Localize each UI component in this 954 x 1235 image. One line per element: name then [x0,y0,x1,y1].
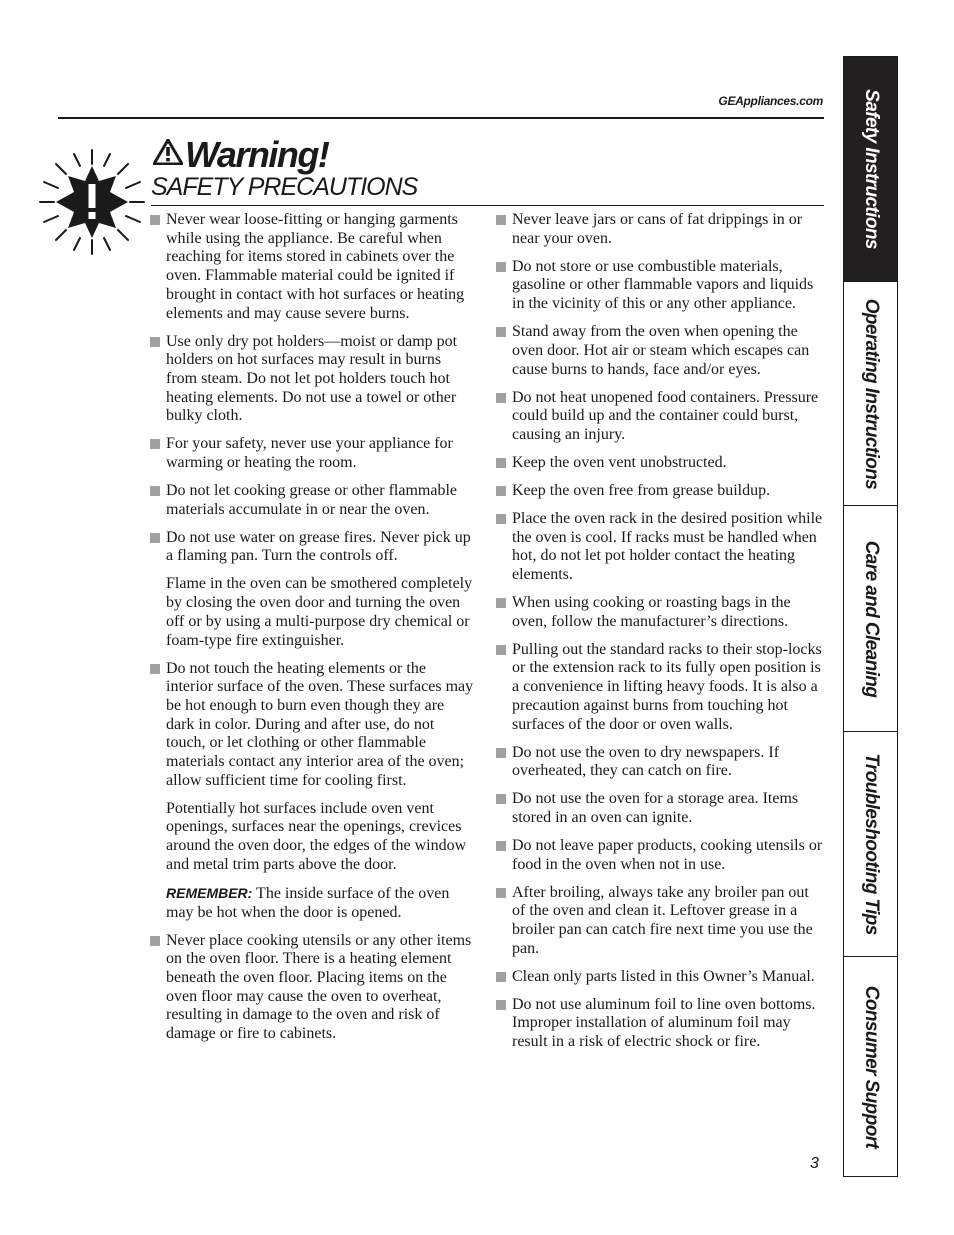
header-rule [58,117,824,119]
square-bullet-icon [496,794,506,804]
warning-subtitle: SAFETY PRECAUTIONS [151,173,418,201]
square-bullet-icon [150,664,160,674]
square-bullet-icon [496,748,506,758]
warning-title-text: Warning! [185,134,329,175]
safety-item-text: When using cooking or roasting bags in the oven, follow the manufacturer’s directions. [512,594,791,630]
safety-item [496,510,824,585]
safety-item-text: Place the oven rack in the desired position while the oven is cool. If racks must be handled when hot, do not let pot holder contact the heating elements. [512,509,823,584]
safety-item [496,744,824,781]
safety-item [496,968,824,987]
square-bullet-icon [496,327,506,337]
square-bullet-icon [496,486,506,496]
safety-item [496,389,824,445]
safety-item [496,594,824,631]
safety-item [150,435,476,472]
safety-item [150,932,476,1044]
safety-item-text: Use only dry pot holders—moist or damp pot holders on hot surfaces may result in burns from steam. Do not let pot holders touch hot heating elements. Do not use a towel or other bulky cloth. [166,332,458,425]
tab-label: Safety Instructions [860,89,882,249]
left-column [150,211,476,1053]
safety-item-text: Do not use aluminum foil to line oven bottoms. Improper installation of aluminum foil may result in a risk of electric shock or fire. [512,995,816,1051]
safety-item-text: Do not heat unopened food containers. Pressure could build up and the container could burst, causing an injury. [512,388,819,443]
safety-item [496,211,824,248]
safety-item [496,323,824,379]
remember-text: The inside surface of the oven may be hot when the door is opened. [166,884,450,921]
safety-item [496,454,824,473]
safety-item [150,333,476,427]
safety-item-text: Do not use the oven for a storage area. Items stored in an oven can ignite. [512,790,799,826]
safety-item-text: Do not leave paper products, cooking utensils or food in the oven when not in use. [512,836,823,873]
safety-item-text: Do not let cooking grease or other flammable materials accumulate in or near the oven. [166,482,458,518]
safety-item [496,996,824,1052]
safety-item [496,837,824,874]
square-bullet-icon [150,215,160,225]
square-bullet-icon [496,262,506,272]
safety-item-text: Keep the oven free from grease buildup. [512,481,771,499]
square-bullet-icon [496,841,506,851]
safety-item-text: Do not touch the heating elements or the interior surface of the oven. These surfaces may be hot enough to burn even though they are dark in color. During and after use, do not touch, or let clothing or other flammable materials contact any interior area of the oven; allow sufficient time for cooling first. [166,659,474,789]
square-bullet-icon [150,337,160,347]
site-url: GEAppliances.com [718,94,823,108]
remember-label: REMEMBER: [166,884,253,901]
square-bullet-icon [496,598,506,608]
tab-care-and-cleaning[interactable] [843,505,898,732]
safety-item-text: Stand away from the oven when opening the oven door. Hot air or steam which escapes can cause burns to hands, face and/or eyes. [512,323,810,378]
safety-item [496,790,824,827]
safety-item-text: Do not use water on grease fires. Never pick up a flaming pan. Turn the controls off. [166,528,471,565]
warning-burst-icon [36,146,148,258]
safety-paragraph: Potentially hot surfaces include oven vent openings, surfaces near the openings, crevices around the oven door, the edges of the window and metal trim parts above the door. [166,799,467,873]
page-number: 3 [810,1155,819,1172]
safety-paragraph: Flame in the oven can be smothered completely by closing the oven door and turning the oven off or by using a multi-purpose dry chemical or foam-type fire extinguisher. [166,575,473,649]
tab-troubleshooting-tips[interactable] [843,731,898,957]
safety-item-text: Never wear loose-fitting or hanging garments while using the appliance. Be careful when reaching for items stored in cabinets over the oven. Flammable material could be ignited if brought in contact with hot surfaces or heating elements and may cause severe burns. [166,211,465,322]
safety-item-text: For your safety, never use your appliance for warming or heating the room. [166,435,453,472]
tab-label: Troubleshooting Tips [860,753,882,935]
safety-item [496,482,824,501]
tab-operating-instructions[interactable] [843,281,898,506]
square-bullet-icon [150,936,160,946]
subtitle-rule [151,205,824,206]
square-bullet-icon [496,393,506,403]
square-bullet-icon [496,888,506,898]
safety-item-text: Never place cooking utensils or any other items on the oven floor. There is a heating element beneath the oven floor. Placing items on the oven floor may cause the oven to overheat, resulting in damage to the oven and risk of damage or fire to cabinets. [166,931,472,1043]
safety-item-text: Clean only parts listed in this Owner’s Manual. [512,967,815,985]
safety-item-text: Never leave jars or cans of fat drippings in or near your oven. [512,211,803,247]
square-bullet-icon [496,514,506,524]
caution-triangle-icon [153,139,183,165]
safety-item-text: After broiling, always take any broiler pan out of the oven and clean it. Leftover grease in a broiler pan can catch fire next time you use the pan. [512,883,813,957]
square-bullet-icon [496,458,506,468]
safety-item [150,660,476,791]
square-bullet-icon [496,215,506,225]
section-tabs [843,56,898,1177]
tab-safety-instructions[interactable] [843,56,898,282]
tab-label: Consumer Support [860,985,882,1148]
right-column [496,211,824,1061]
safety-item [150,529,476,566]
safety-item [150,211,476,323]
remember-note [150,884,476,922]
safety-item [496,884,824,959]
safety-item [150,482,476,519]
tab-label: Care and Cleaning [860,540,882,697]
safety-item-text: Do not store or use combustible materials, gasoline or other flammable vapors and liquids in the vicinity of this or any other appliance. [512,257,814,313]
square-bullet-icon [150,486,160,496]
square-bullet-icon [496,645,506,655]
safety-item-text: Pulling out the standard racks to their stop-locks or the extension rack to its fully open position is a convenience in lifting heavy foods. It is also a precaution against burns from touching hot surfaces of the door or oven walls. [512,640,822,733]
safety-item-text: Do not use the oven to dry newspapers. If overheated, they can catch on fire. [512,743,780,780]
safety-item [496,258,824,314]
safety-item-text: Keep the oven vent unobstructed. [512,453,727,471]
square-bullet-icon [150,439,160,449]
square-bullet-icon [496,1000,506,1010]
safety-item [496,641,824,735]
square-bullet-icon [150,533,160,543]
square-bullet-icon [496,972,506,982]
tab-label: Operating Instructions [860,298,882,489]
tab-consumer-support[interactable] [843,956,898,1177]
